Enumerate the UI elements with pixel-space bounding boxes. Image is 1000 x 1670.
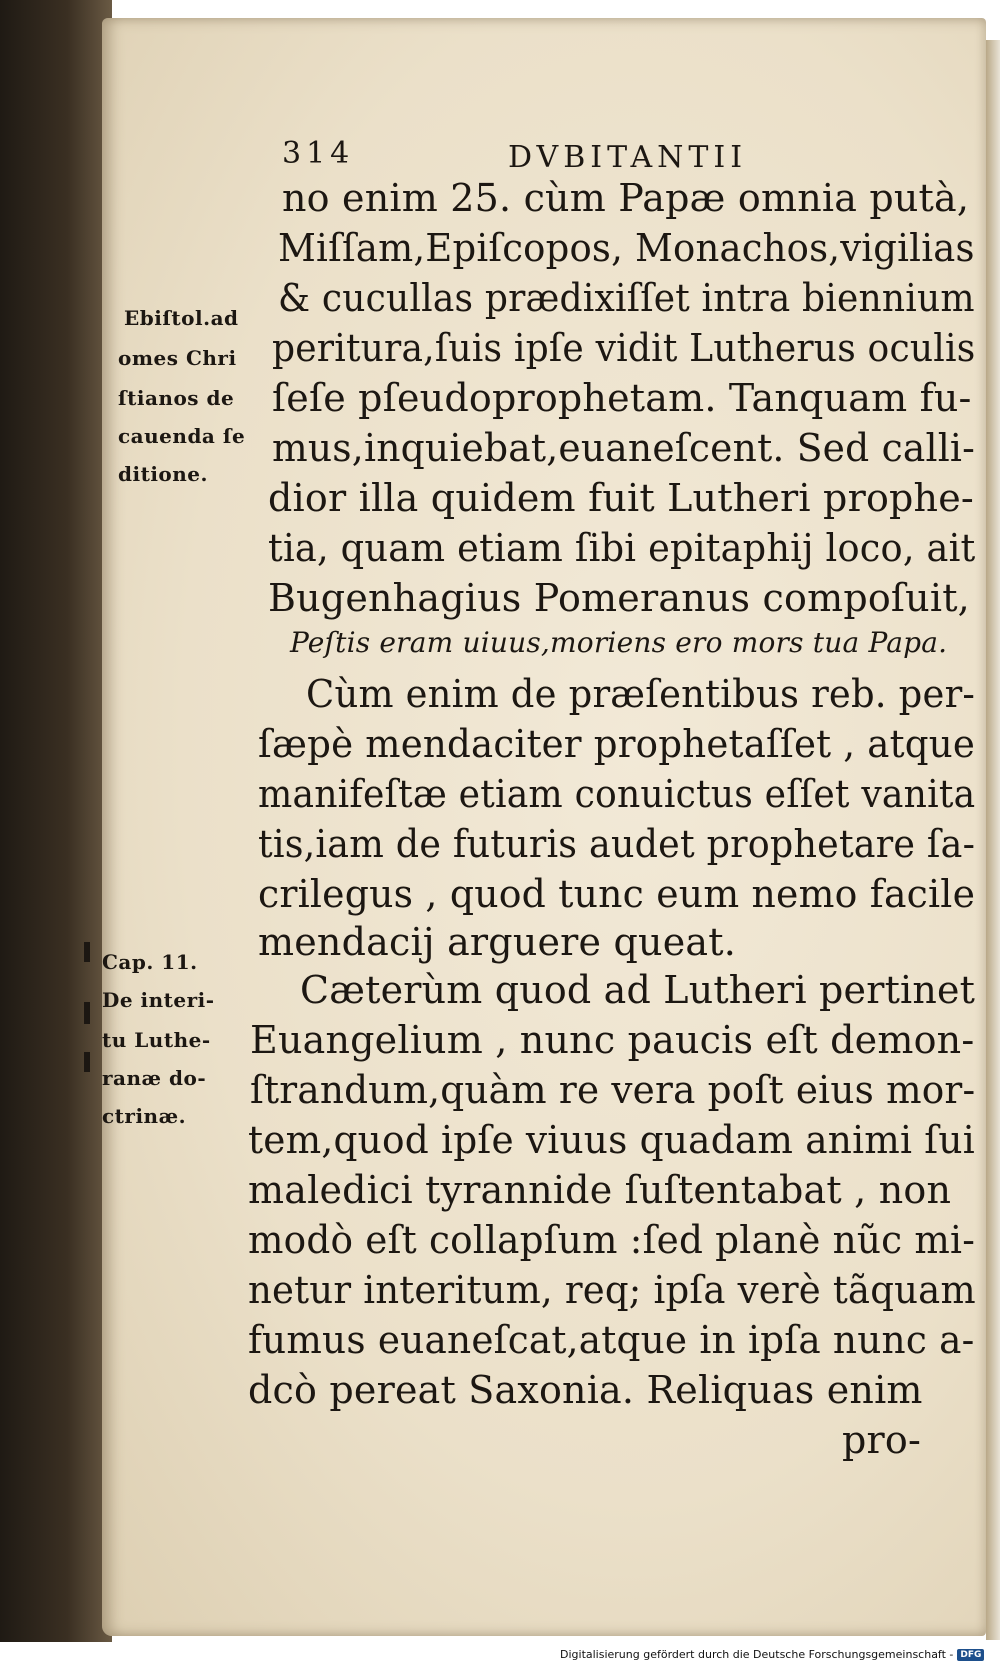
epitaph-line: Peſtis eram uiuus,moriens ero mors tua Papa. — [290, 626, 948, 659]
text-line: ſtrandum,quàm re vera poſt eius mor- — [250, 1068, 976, 1112]
margin-note: Cap. 11. — [102, 950, 198, 974]
text-line: peritura,ſuis ipſe vidit Lutherus oculis — [272, 326, 976, 370]
text-line: ſeſe pſeudoprophetam. Tanquam fu- — [272, 376, 972, 420]
margin-note: Ebiſtol.ad — [124, 306, 239, 330]
text-line: no enim 25. cùm Papæ omnia putà, — [282, 176, 970, 220]
text-line: manifeſtæ etiam conuictus eſſet vanita — [258, 772, 976, 816]
credit-text: Digitalisierung gefördert durch die Deutsche Forschungsgemeinschaft - — [560, 1648, 954, 1661]
text-line: netur interitum, req; ipſa verè tãquam — [248, 1268, 976, 1312]
margin-mark — [84, 1052, 90, 1072]
text-line: dior illa quidem fuit Lutheri prophe- — [268, 476, 974, 520]
margin-mark — [84, 942, 90, 962]
text-line: Bugenhagius Pomeranus compoſuit, — [268, 576, 970, 620]
margin-note: ranæ do- — [102, 1066, 207, 1090]
margin-note: tu Luthe- — [102, 1028, 211, 1052]
margin-note: ctrinæ. — [102, 1104, 187, 1128]
page-edge — [986, 40, 1000, 1640]
text-line: mendacij arguere queat. — [258, 920, 737, 964]
text-line: crilegus , quod tunc eum nemo facile — [258, 872, 976, 916]
margin-note: ditione. — [118, 462, 208, 486]
text-line: Euangelium , nunc paucis eſt demon- — [250, 1018, 975, 1062]
text-line: modò eſt collapſum :ſed planè nũc mi- — [248, 1218, 976, 1262]
page-number: 314 — [282, 136, 355, 171]
text-line: fumus euaneſcat,atque in ipſa nunc a- — [248, 1318, 975, 1362]
text-line: tis,iam de futuris audet prophetare ſa- — [258, 822, 976, 866]
text-line: ſæpè mendaciter prophetaſſet , atque — [258, 722, 976, 766]
digitization-credit — [560, 1648, 984, 1661]
margin-note: ſtianos de — [118, 386, 235, 410]
text-line: Miſſam,Epiſcopos, Monachos,vigilias — [278, 226, 975, 270]
margin-note: cauenda ſe — [118, 424, 246, 448]
margin-mark — [84, 1002, 90, 1024]
catchword: pro- — [842, 1418, 922, 1462]
dfg-logo: DFG — [957, 1649, 984, 1661]
text-line: dcò pereat Saxonia. Reliquas enim — [248, 1368, 923, 1412]
margin-note: omes Chri — [118, 346, 237, 370]
text-line: Cùm enim de præſentibus reb. per- — [306, 672, 976, 716]
text-line: mus,inquiebat,euaneſcent. Sed calli- — [272, 426, 976, 470]
text-line: Cæterùm quod ad Lutheri pertinet — [300, 968, 976, 1012]
book-binding — [0, 0, 112, 1642]
text-line: tia, quam etiam ſibi epitaphij loco, ait — [268, 526, 976, 570]
text-line: maledici tyrannide ſuſtentabat , non — [248, 1168, 952, 1212]
margin-note: De interi- — [102, 988, 215, 1012]
running-title: DVBITANTII — [508, 140, 748, 175]
text-line: tem,quod ipſe viuus quadam animi ſui — [248, 1118, 975, 1162]
text-line: & cucullas prædixiſſet intra biennium — [278, 276, 975, 320]
